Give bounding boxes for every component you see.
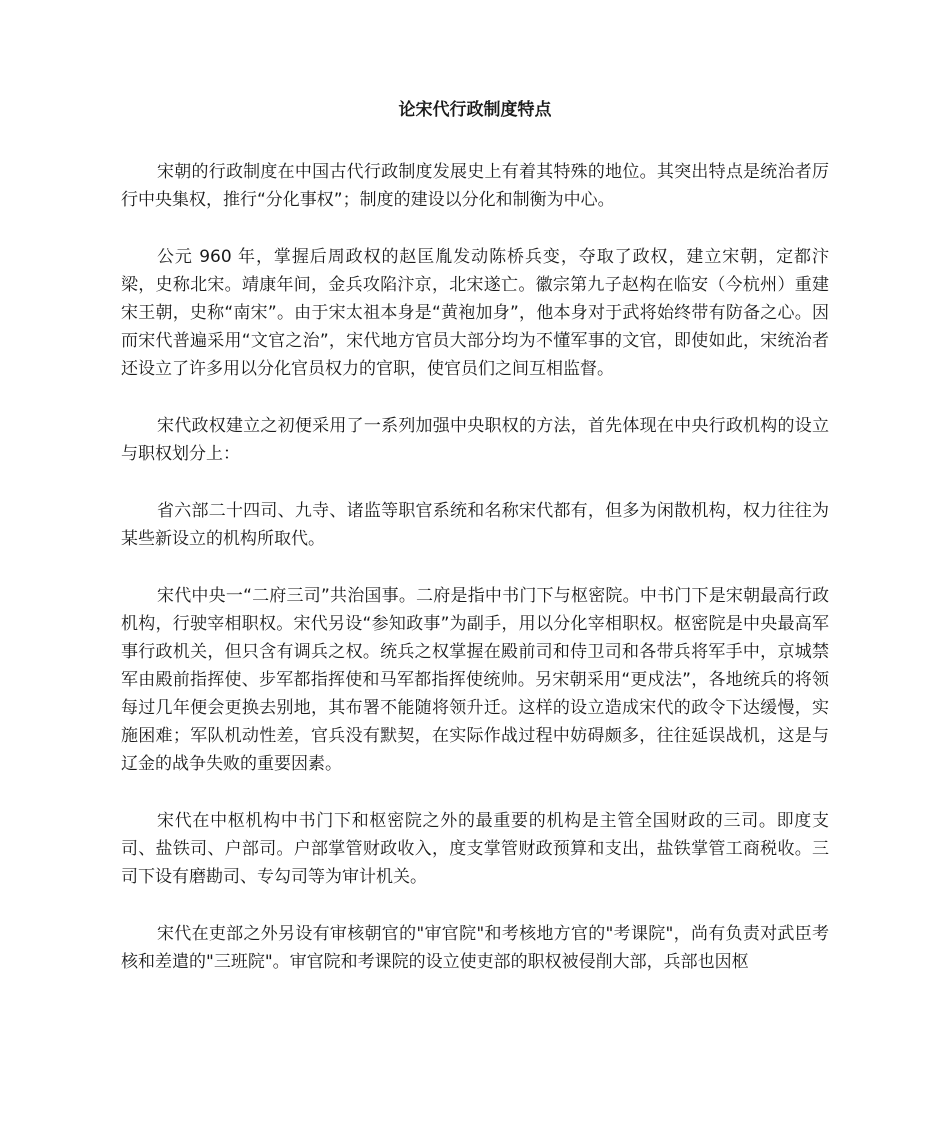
- paragraph: 宋代政权建立之初便采用了一系列加强中央职权的方法，首先体现在中央行政机构的设立与职权划分上：: [121, 416, 829, 464]
- paragraph: 宋朝的行政制度在中国古代行政制度发展史上有着其特殊的地位。其突出特点是统治者厉行中央集权，推行“分化事权”；制度的建设以分化和制衡为中心。: [121, 162, 829, 210]
- paragraph: 宋代在吏部之外另设有审核朝官的"审官院"和考核地方官的"考课院"，尚有负责对武臣考核和差遣的"三班院"。审官院和考课院的设立使吏部的职权被侵削大部，兵部也因枢: [121, 924, 829, 972]
- document-body: [121, 158, 829, 1005]
- paragraph: 宋代在中枢机构中书门下和枢密院之外的最重要的机构是主管全国财政的三司。即度支司、盐铁司、户部司。户部掌管财政收入，度支掌管财政预算和支出，盐铁掌管工商税收。三司下设有磨勘司、专勾司等为审计机关。: [121, 811, 829, 887]
- paragraph: 宋代中央一“二府三司”共治国事。二府是指中书门下与枢密院。中书门下是宋朝最高行政机构，行驶宰相职权。宋代另设“参知政事”为副手，用以分化宰相职权。枢密院是中央最高军事行政机关，但只含有调兵之权。统兵之权掌握在殿前司和侍卫司和各带兵将军手中，京城禁军由殿前指挥使、步军都指挥使和马军都指挥使统帅。另宋朝采用“更戍法”，各地统兵的将领每过几年便会更换去别地，其布署不能随将领升迁。这样的设立造成宋代的政令下达缓慢，实施困难；军队机动性差，官兵没有默契，在实际作战过程中妨碍颇多，往往延误战机，这是与辽金的战争失败的重要因素。: [121, 586, 829, 774]
- paragraph: 公元 960 年，掌握后周政权的赵匡胤发动陈桥兵变，夺取了政权，建立宋朝，定都汴梁，史称北宋。靖康年间，金兵攻陷汴京，北宋遂亡。徽宗第九子赵构在临安（今杭州）重建宋王朝，史称“南宋”。由于宋太祖本身是“黄袍加身”，他本身对于武将始终带有防备之心。因而宋代普遍采用“文官之治”，宋代地方官员大部分均为不懂军事的文官，即使如此，宋统治者还设立了许多用以分化官员权力的官职，使官员们之间互相监督。: [121, 247, 829, 379]
- document-title: 论宋代行政制度特点: [398, 100, 552, 120]
- paragraph: 省六部二十四司、九寺、诸监等职官系统和名称宋代都有，但多为闲散机构，权力往往为某些新设立的机构所取代。: [121, 501, 829, 549]
